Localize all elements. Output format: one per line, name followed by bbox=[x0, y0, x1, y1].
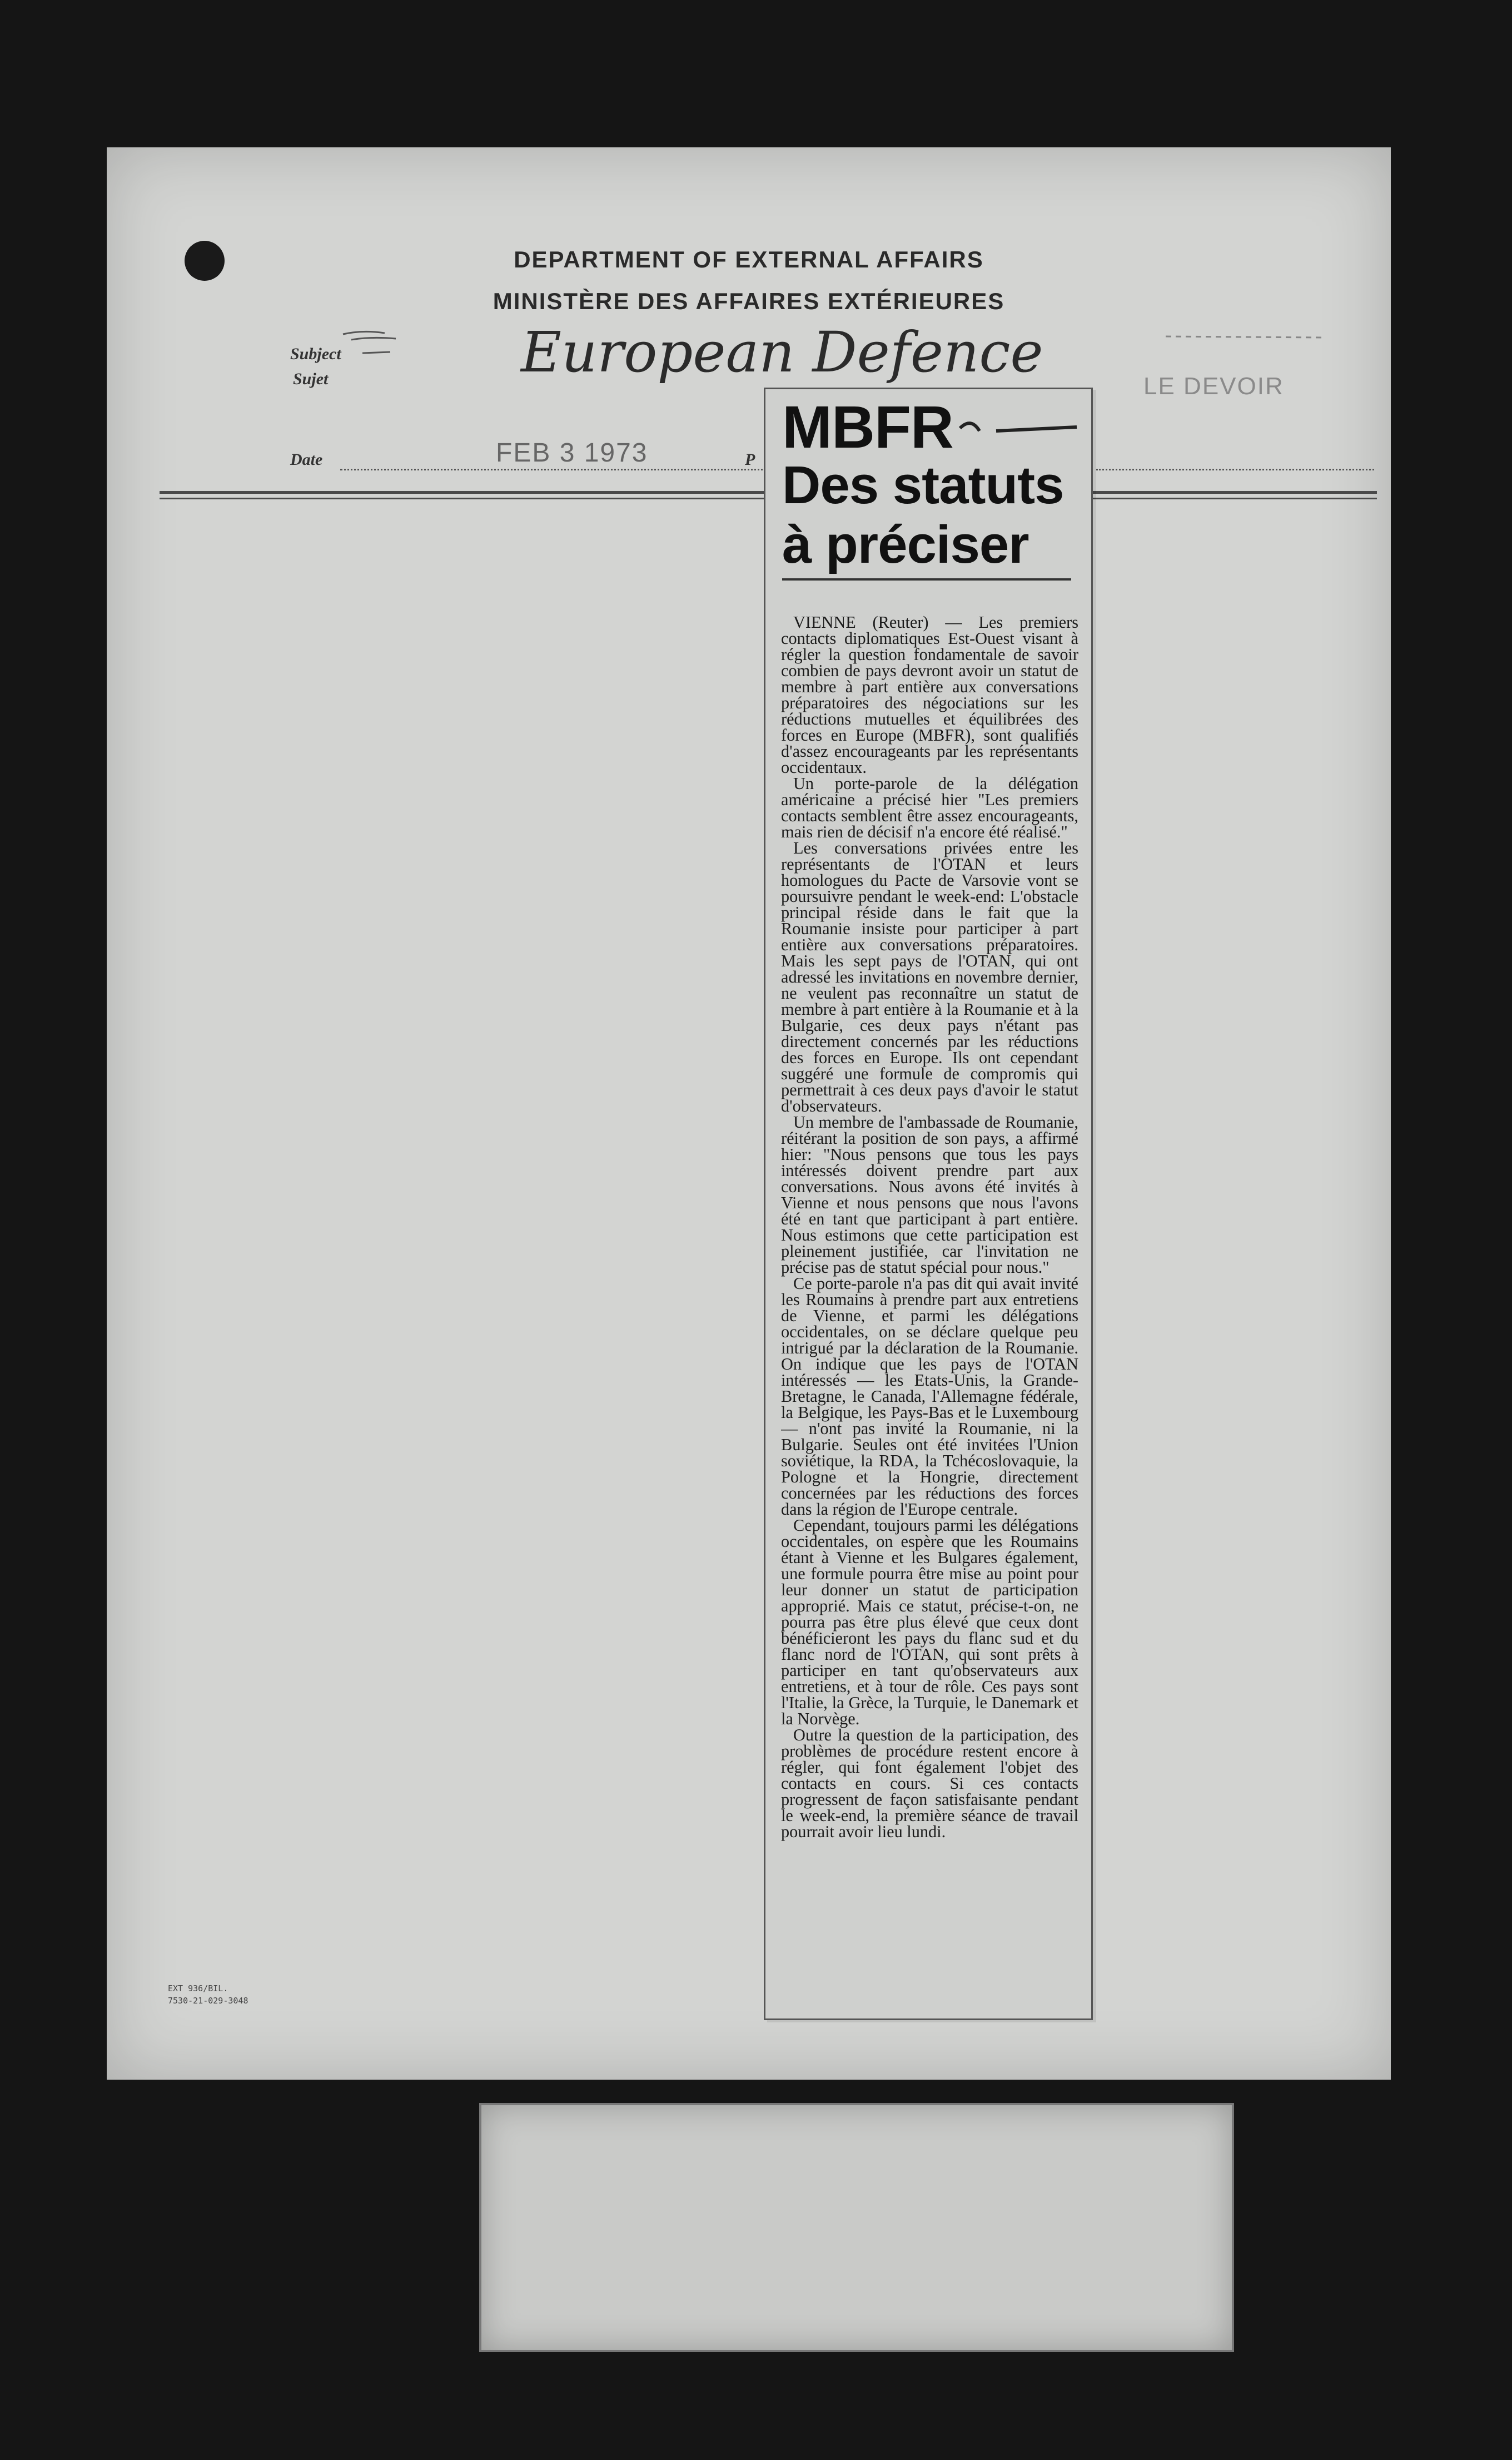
clipping-headline-line-3: à préciser bbox=[782, 515, 1029, 574]
article-paragraph: Un membre de l'ambassade de Roumanie, réitérant la position de son pays, a affirmé hier: "Nous pensons que tous les pays intéressés doivent prendre part aux conversations. Nous avons été invités à Vienne et nous pensons que nous l'avons été en tant que participant à part entière. Nous estimons que cette participation est pleinement justifiée, car l'invitation ne précise pas de statut spécial pour nous." bbox=[781, 1113, 1078, 1277]
headline-rule bbox=[782, 578, 1071, 581]
stock-line-1: EXT 936/BIL. bbox=[168, 1983, 228, 1993]
article-paragraph: Cependant, toujours parmi les délégations occidentales, on espère que les Roumains étant à Vienne et les Bulgares également, une formule pourra être mise au point pour leur donner un statut de participation approprié. Mais ce statut, précise-t-on, ne pourra pas être plus élevé que ceux dont bénéficieront les pays du flanc sud et du flanc nord de l'OTAN, qui sont prêts à participer en tant qu'observateurs aux entretiens, et à tour de rôle. Ces pays sont l'Italie, la Grèce, la Turquie, le Danemark et la Norvège. bbox=[781, 1516, 1078, 1728]
newspaper-source-stamp: LE DEVOIR bbox=[1143, 373, 1284, 400]
clipping-headline-line-2: Des statuts bbox=[782, 455, 1064, 515]
stamp-mark bbox=[1163, 325, 1330, 348]
page-label: P bbox=[745, 450, 755, 469]
document-page bbox=[107, 147, 1391, 2080]
subject-handwritten: European Defence bbox=[521, 320, 1043, 385]
sujet-label: Sujet bbox=[293, 370, 329, 388]
article-paragraph: Les conversations privées entre les représentants de l'OTAN et leurs homologues du Pacte de Varsovie vont se poursuivre pendant le week-end: L'obstacle principal réside dans le fait que la Roumanie insiste pour participer à part entière aux conversations préparatoires. Mais les sept pays de l'OTAN, qui ont adressé les invitations en novembre dernier, ne veulent pas reconnaître un statut de membre à part entière à la Roumanie et à la Bulgarie, ces deux pays n'étant pas directement concernés par les réductions des forces en Europe. Ils ont cependant suggéré une formule de compromis qui permettrait à ces deux pays d'avoir le statut d'observateurs. bbox=[781, 839, 1078, 1115]
page-dotted-line bbox=[1096, 469, 1374, 470]
pen-marks bbox=[340, 324, 407, 358]
newspaper-clipping bbox=[764, 388, 1093, 2020]
date-label: Date bbox=[290, 450, 323, 469]
clipping-headline-mbfr: MBFR bbox=[782, 393, 953, 460]
article-paragraph: Un porte-parole de la délégation américaine a précisé hier "Les premiers contacts semblent être assez encourageants, mais rien de décisif n'a encore été réalisé." bbox=[781, 774, 1078, 841]
department-title-english: DEPARTMENT OF EXTERNAL AFFAIRS bbox=[514, 246, 984, 272]
form-stock-number bbox=[168, 1982, 248, 2007]
clipping-article-text bbox=[781, 614, 1078, 1996]
article-paragraph: VIENNE (Reuter) — Les premiers contacts diplomatiques Est-Ouest visant à régler la question fondamentale de savoir combien de pays devront avoir un statut de membre à part entière aux conversations préparatoires des négociations sur les réductions mutuelles et équilibrées des forces en Europe (MBFR), sont qualifiés d'assez encourageants par les représentants occidentaux. bbox=[781, 614, 1078, 777]
department-title-french: MINISTÈRE DES AFFAIRES EXTÉRIEURES bbox=[493, 288, 1005, 314]
stock-line-2: 7530-21-029-3048 bbox=[168, 1996, 248, 2006]
subject-label: Subject bbox=[290, 345, 341, 363]
article-paragraph: Outre la question de la participation, des problèmes de procédure restent encore à régler, qui font également l'objet des contacts en cours. Si ces contacts progressent de façon satisfaisante pendant le week-end, la première séance de travail pourrait avoir lieu lundi. bbox=[781, 1725, 1078, 1841]
archive-tab bbox=[479, 2103, 1234, 2352]
article-paragraph: Ce porte-parole n'a pas dit qui avait invité les Roumains à prendre part aux entretiens de Vienne, et parmi les délégations occidentales, on se déclare quelque peu intrigué par la déclaration de la Roumanie. On indique que les pays de l'OTAN intéressés — les Etats-Unis, la Grande-Bretagne, le Canada, l'Allemagne fédérale, la Belgique, les Pays-Bas et le Luxembourg — n'ont pas invité la Roumanie, ni la Bulgarie. Seules ont été invitées l'Union soviétique, la RDA, la Tchécoslovaquie, la Pologne et la Hongrie, directement concernées par les réductions des forces dans la région de l'Europe centrale. bbox=[781, 1274, 1078, 1519]
pen-annotation bbox=[957, 406, 1085, 445]
date-stamp: FEB 3 1973 bbox=[496, 438, 648, 468]
